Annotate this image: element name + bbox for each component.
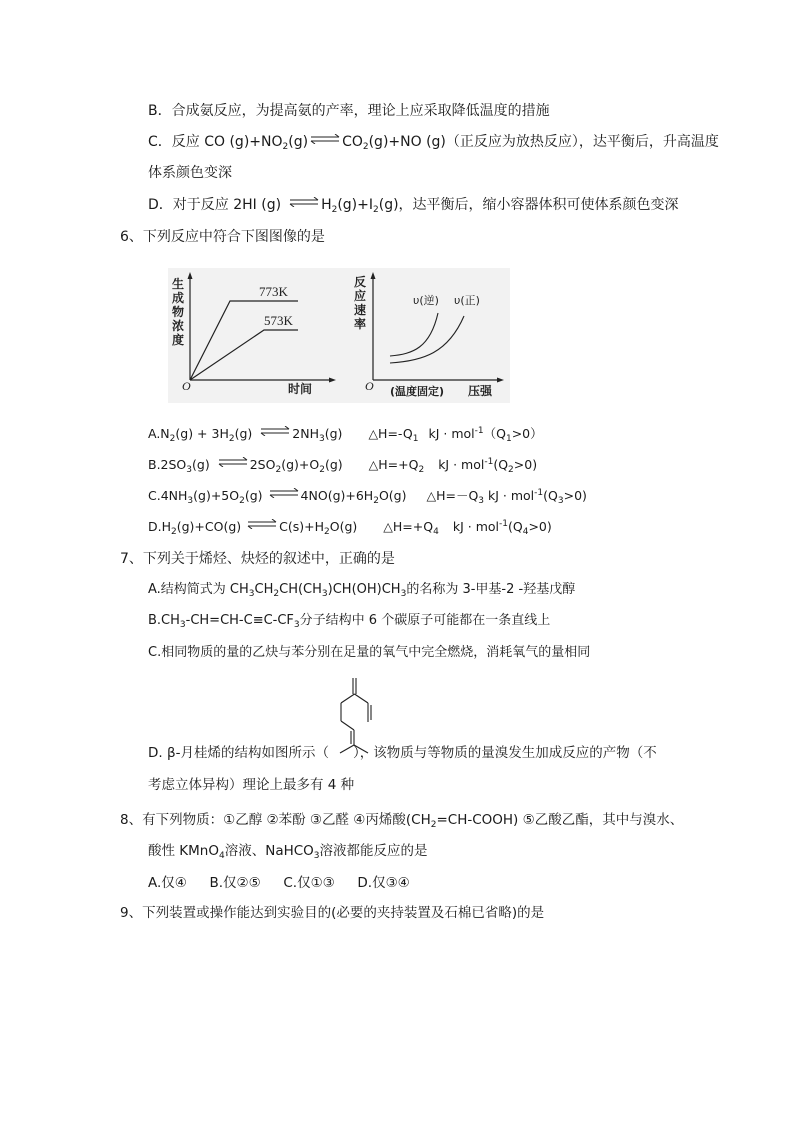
q8-option-b: B.仅②⑤	[209, 875, 261, 891]
q7-option-d-line2: 考虑立体异构）理论上最多有 4 种	[148, 777, 355, 793]
left-xlabel: 时间	[288, 382, 313, 396]
q8-option-d: D.仅③④	[357, 875, 410, 891]
label-v-reverse: υ(逆)	[413, 294, 439, 307]
q7-stem: 7、下列关于烯烃、炔烃的叙述中，正确的是	[120, 551, 395, 567]
right-ylabel-char: 应	[354, 289, 367, 303]
q6-stem: 6、下列反应中符合下图图像的是	[120, 229, 325, 245]
q5-option-d: D．对于反应 2HI (g) $H_2(g)+I_2(g)$，达平衡后，缩小容器体积可使体系颜色变深	[148, 197, 679, 215]
q6-figure	[168, 268, 510, 403]
q8-stem-line2: 酸性 KMnO$_4$溶液、NaHCO$_3$溶液都能反应的是	[148, 843, 428, 861]
q6-option-d: $D.H_2(g)+CO(g)$ $C(s)+H_2O(g)$ $\triangle H=+Q_4$ kJ · $mol^{-1}(Q_4>0)$	[148, 519, 552, 537]
q7-option-d-line1: D. β-月桂烯的结构如图所示（ ），该物质与等物质的量溴发生加成反应的产物（不	[148, 745, 657, 761]
left-ylabel-char: 物	[172, 305, 185, 319]
q8-stem-line1: 8、有下列物质：①乙醇 ②苯酚 ③乙醛 ④丙烯酸$(CH_2=CH-COOH)$ ⑤乙酸乙酯，其中与溴水、	[120, 812, 684, 830]
equilibrium-arrow-icon	[218, 457, 248, 467]
q8-option-c: C.仅①③	[283, 875, 335, 891]
equilibrium-arrow-icon	[260, 426, 290, 436]
q8-options	[148, 873, 410, 893]
left-origin: O	[182, 379, 191, 393]
q7-option-a: A.结构简式为 $CH_3CH_2CH(CH_3)CH(OH)CH_3$的名称为 3-甲基-2 -羟基戊醇	[148, 582, 576, 599]
q6-option-c: $C.4NH_3(g)+5O_2(g)$ $4NO(g)+6H_2O(g)$ $\triangle H=-Q_3$ kJ · $mol^{-1}(Q_3>0)$	[148, 488, 587, 506]
q6-option-b: $B.2SO_3(g)$ $2SO_2(g)+O_2(g)$ $\triangle H=+Q_2$ kJ · $mol^{-1}(Q_2>0)$	[148, 457, 538, 475]
q9-stem: 9、下列装置或操作能达到实验目的(必要的夹持装置及石棉已省略)的是	[120, 905, 545, 921]
equilibrium-arrow-icon	[269, 488, 299, 498]
right-xlabel: 压强	[468, 384, 493, 398]
left-ylabel-char: 浓	[172, 319, 185, 333]
left-ylabel-char: 生	[172, 277, 185, 291]
left-ylabel-char: 成	[172, 291, 185, 305]
q7-option-b: $B.CH_3-CH=CH-C\equiv C-CF_3$分子结构中 6 个碳原子可能都在一条直线上	[148, 613, 551, 630]
q5-option-c-line2: 体系颜色变深	[148, 165, 232, 181]
equilibrium-arrow-icon	[310, 134, 340, 144]
q6-option-a: $A.N_2(g) + 3H_2(g)$ $2NH_3(g)$ $\triangle H=-Q_1$ kJ · $mol^{-1}(Q_1>0)$	[148, 426, 543, 444]
right-note: (温度固定)	[390, 385, 445, 398]
left-ylabel-char: 度	[172, 333, 185, 347]
q5-option-b: B．合成氨反应，为提高氨的产率，理论上应采取降低温度的措施	[148, 103, 550, 119]
right-origin: O	[365, 379, 374, 393]
q5-option-c-line1: C．反应 CO $(g)+NO_2(g)$ $CO_2(g)+NO$ (g)（正反应为放热反应），达平衡后，升高温度	[148, 134, 719, 152]
equilibrium-arrow-icon	[289, 197, 319, 207]
q8-option-a: A.仅④	[148, 875, 187, 891]
right-ylabel-char: 速	[354, 303, 367, 317]
label-773k: 773K	[259, 284, 288, 299]
label-573k: 573K	[264, 313, 293, 328]
right-ylabel-char: 反	[354, 275, 367, 289]
q7-option-c: C.相同物质的量的乙炔与苯分别在足量的氧气中完全燃烧，消耗氧气的量相同	[148, 645, 591, 660]
right-ylabel-char: 率	[354, 317, 367, 331]
equilibrium-arrow-icon	[247, 519, 277, 529]
label-v-forward: υ(正)	[454, 294, 480, 307]
